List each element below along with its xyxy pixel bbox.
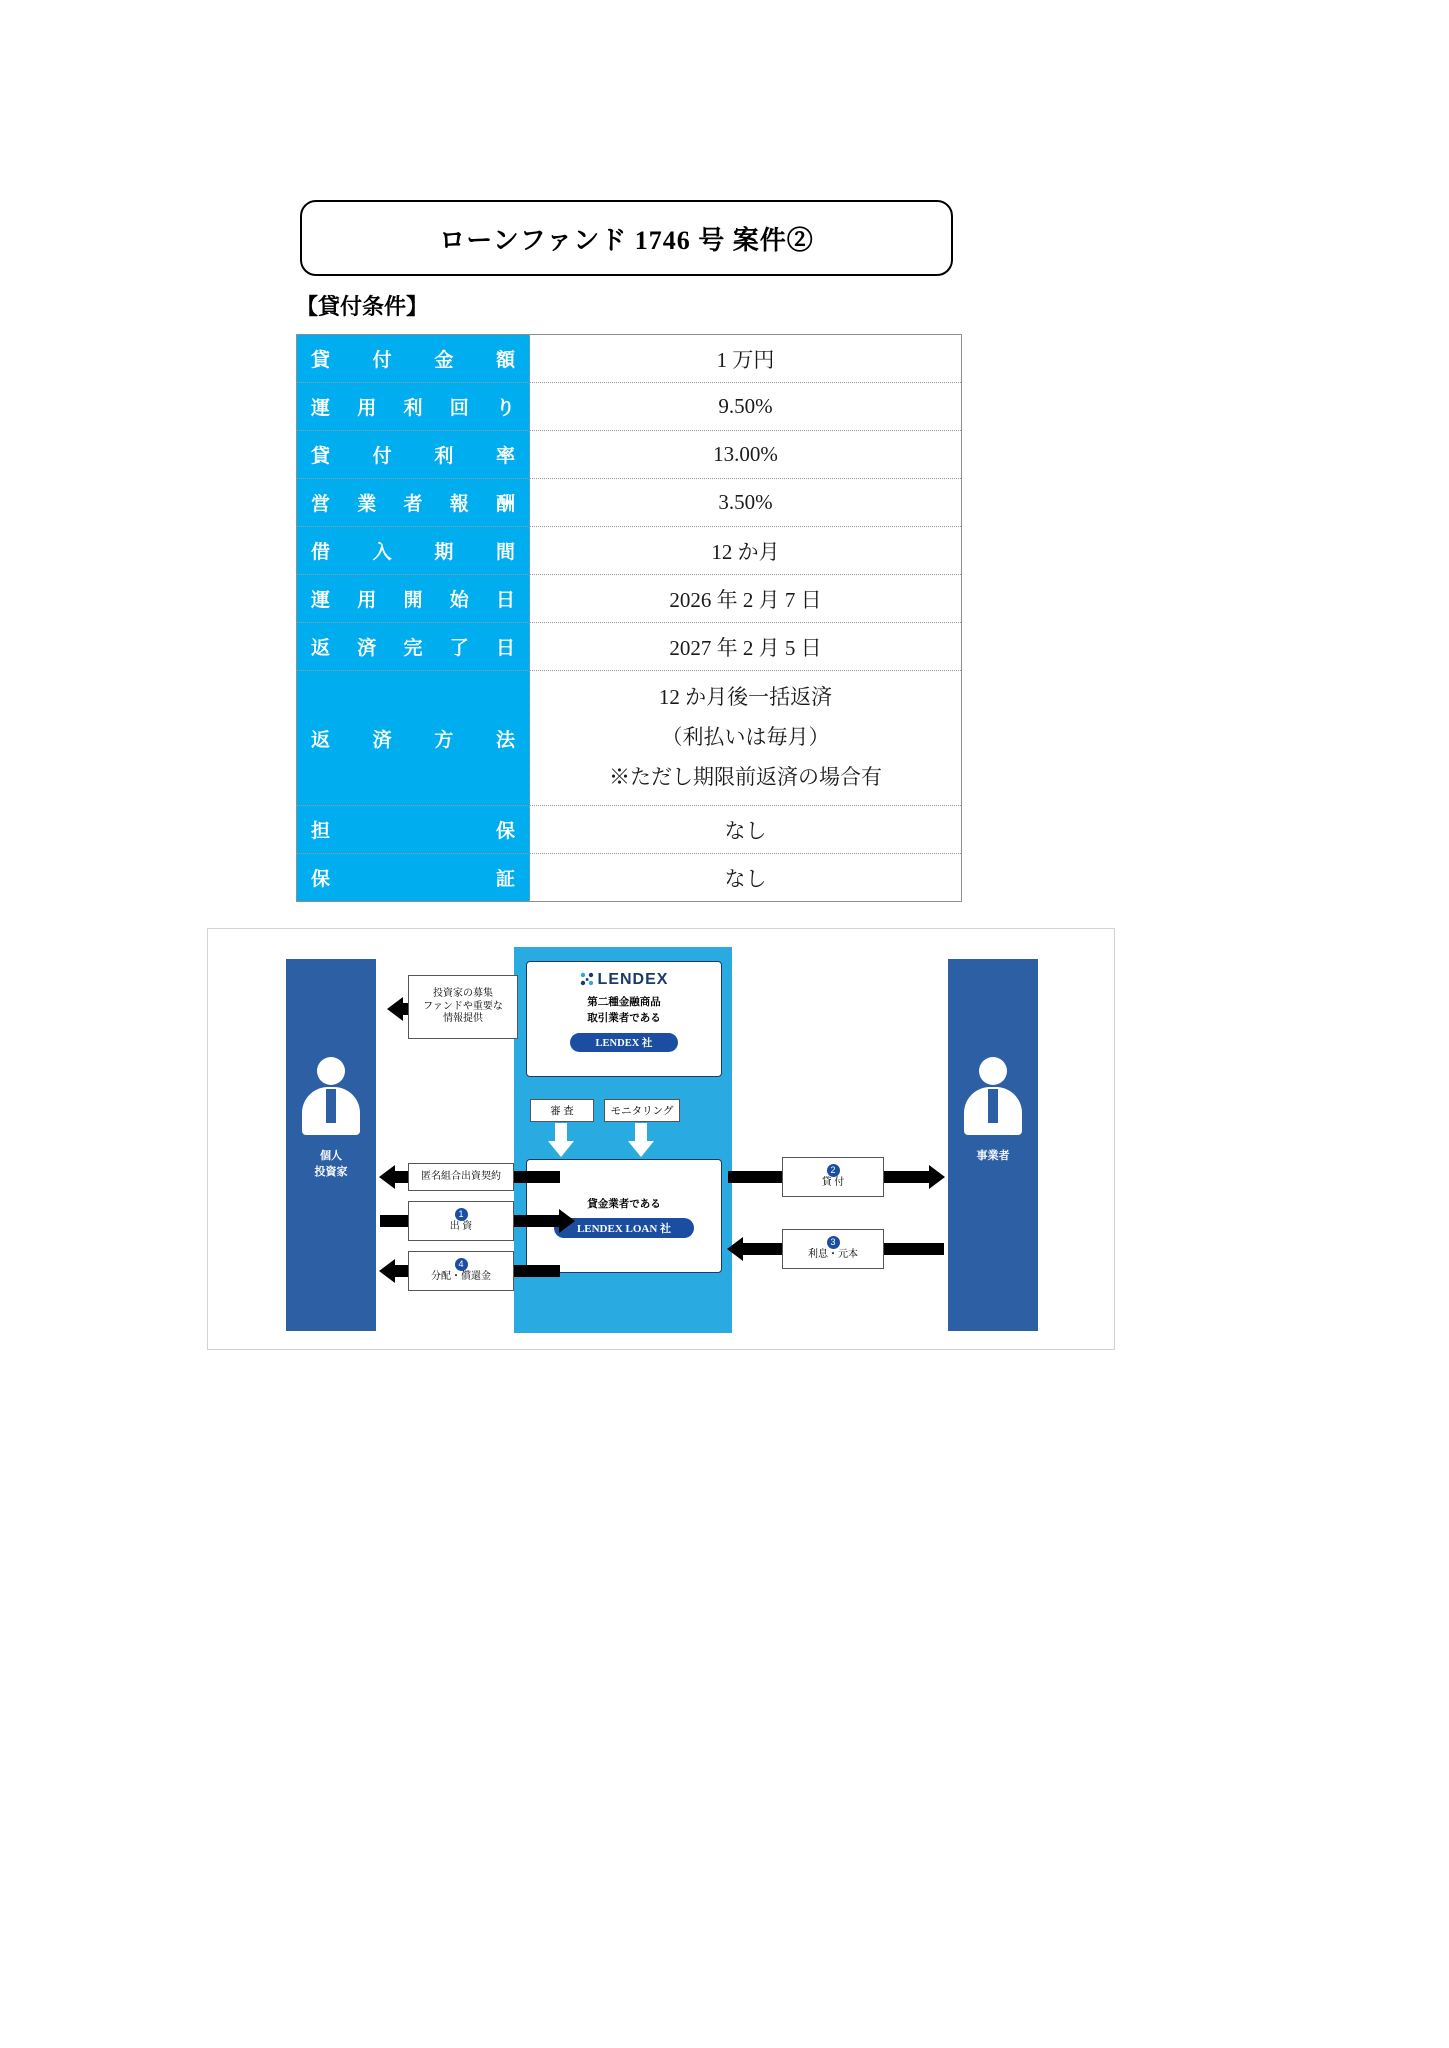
page-title: ローンファンド 1746 号 案件②: [439, 225, 814, 255]
recruit-label-line2: ファンドや重要な: [423, 1000, 503, 1012]
condition-value: 13.00%: [530, 431, 962, 479]
lendex-card-subtitle: [527, 995, 721, 1027]
condition-label-char: 始: [449, 590, 469, 611]
lendex-card: [526, 961, 722, 1077]
condition-label-char: 間: [495, 542, 515, 563]
condition-label-char: 法: [495, 729, 515, 751]
business-operator-column: [948, 959, 1038, 1331]
condition-label-char: 額: [495, 350, 515, 371]
condition-label-char: 日: [495, 638, 515, 659]
interest-label: [782, 1229, 884, 1269]
investor-caption-line2: 投資家: [314, 1165, 348, 1178]
investor-caption-line1: 個人: [320, 1150, 342, 1162]
monitoring-box: モニタリング: [604, 1099, 680, 1122]
condition-label-char: 担: [311, 821, 331, 842]
condition-label-char: 付: [372, 350, 392, 371]
investment-label-text: 出 資: [449, 1221, 473, 1233]
distribution-step-number: 4: [455, 1258, 468, 1271]
condition-value-line: 12 か月後一括返済: [658, 685, 833, 710]
loan-label: [782, 1157, 884, 1197]
condition-label-char: 業: [357, 494, 377, 515]
condition-value: なし: [530, 854, 962, 902]
condition-label-char: 返: [311, 729, 331, 751]
table-row: [297, 527, 962, 575]
condition-value-line: （利払いは毎月）: [661, 725, 830, 750]
loan-conditions-table: [296, 334, 962, 902]
monitoring-down-arrow-icon: [628, 1123, 654, 1157]
table-row: [297, 806, 962, 854]
condition-label-char: 完: [403, 638, 423, 659]
condition-value: 3.50%: [530, 479, 962, 527]
title-box: [300, 200, 953, 276]
recruit-label-line1: 投資家の募集: [433, 988, 493, 1000]
condition-label-char: 日: [495, 590, 515, 611]
condition-label-char: 了: [449, 638, 469, 659]
lendex-sub-line2: 取引業者である: [587, 1012, 661, 1024]
distribution-label: [408, 1251, 514, 1291]
operator-caption: [948, 1149, 1038, 1165]
condition-label-char: 酬: [495, 494, 515, 515]
condition-value: 2026 年 2 月 7 日: [530, 575, 962, 623]
lendex-sub-line1: 第二種金融商品: [587, 997, 661, 1008]
condition-label-char: 済: [357, 638, 377, 659]
loan-step-number: 2: [827, 1164, 840, 1177]
scheme-diagram: [207, 928, 1115, 1350]
condition-label-char: 利: [434, 446, 454, 467]
condition-label-char: 借: [311, 542, 331, 563]
operator-person-icon: [962, 1057, 1024, 1135]
lendex-company-pill: LENDEX 社: [570, 1033, 678, 1052]
condition-label: [297, 575, 530, 623]
condition-label-char: 率: [495, 446, 515, 467]
table-row: [297, 623, 962, 671]
anonymous-contract-label: 匿名組合出資契約: [408, 1163, 514, 1191]
table-row: [297, 479, 962, 527]
condition-label: [297, 623, 530, 671]
lendex-loan-pill: LENDEX LOAN 社: [554, 1218, 694, 1238]
investment-label: [408, 1201, 514, 1241]
interest-label-text: 利息・元本: [808, 1249, 858, 1261]
condition-label-char: 用: [357, 398, 377, 419]
condition-label: [297, 671, 530, 806]
condition-label-char: 付: [372, 446, 392, 467]
condition-label-char: 方: [434, 729, 454, 751]
condition-label-char: 保: [495, 821, 515, 842]
condition-value: 2027 年 2 月 5 日: [530, 623, 962, 671]
lendex-logo: [527, 971, 721, 989]
lendex-mark-icon: [580, 972, 594, 986]
condition-value: 12 か月: [530, 527, 962, 575]
operator-caption-text: 事業者: [976, 1150, 1010, 1162]
lendex-loan-subtitle: 貸金業者である: [587, 1199, 661, 1210]
condition-value: 9.50%: [530, 383, 962, 431]
condition-label: [297, 383, 530, 431]
condition-label-char: 回: [449, 398, 469, 419]
condition-label: [297, 431, 530, 479]
condition-label-char: 貸: [311, 446, 331, 467]
table-row: [297, 671, 962, 806]
interest-step-number: 3: [827, 1236, 840, 1249]
condition-label-char: 期: [434, 542, 454, 563]
condition-value: なし: [530, 806, 962, 854]
review-box: 審 査: [530, 1099, 594, 1122]
review-down-arrow-icon: [548, 1123, 574, 1157]
condition-label-char: 営: [311, 494, 331, 515]
condition-label-char: 金: [434, 350, 454, 371]
condition-label-char: 入: [372, 542, 392, 563]
section-heading: 【貸付条件】: [296, 294, 429, 319]
condition-label-char: 保: [311, 869, 331, 890]
condition-label: [297, 806, 530, 854]
condition-label-char: 済: [372, 729, 392, 751]
individual-investor-column: [286, 959, 376, 1331]
condition-label-char: 利: [403, 398, 423, 419]
investment-step-number: 1: [455, 1208, 468, 1221]
condition-label-char: 者: [403, 494, 423, 515]
loan-label-text: 貸 付: [821, 1177, 845, 1189]
condition-value: [530, 671, 962, 806]
condition-label-char: 運: [311, 398, 331, 419]
condition-label-char: り: [495, 398, 515, 419]
recruit-label-line3: 情報提供: [443, 1013, 483, 1025]
table-row: [297, 383, 962, 431]
investor-person-icon: [300, 1057, 362, 1135]
condition-label-char: 貸: [311, 350, 331, 371]
investor-caption: [286, 1149, 376, 1181]
table-row: [297, 854, 962, 902]
table-row: [297, 431, 962, 479]
condition-value: 1 万円: [530, 335, 962, 383]
recruit-label: [408, 975, 518, 1039]
table-row: [297, 335, 962, 383]
diagram-inner: [230, 947, 1094, 1333]
condition-label: [297, 479, 530, 527]
condition-label-char: 報: [449, 494, 469, 515]
condition-label-char: 運: [311, 590, 331, 611]
condition-label-char: 用: [357, 590, 377, 611]
condition-value-line: ※ただし期限前返済の場合有: [609, 764, 882, 789]
table-row: [297, 575, 962, 623]
condition-label: [297, 335, 530, 383]
condition-label-char: 返: [311, 638, 331, 659]
distribution-label-text: 分配・償還金: [431, 1271, 491, 1283]
lendex-logo-text: LENDEX: [597, 971, 669, 988]
condition-label: [297, 527, 530, 575]
condition-label: [297, 854, 530, 902]
condition-label-char: 開: [403, 590, 423, 611]
condition-label-char: 証: [495, 869, 515, 890]
